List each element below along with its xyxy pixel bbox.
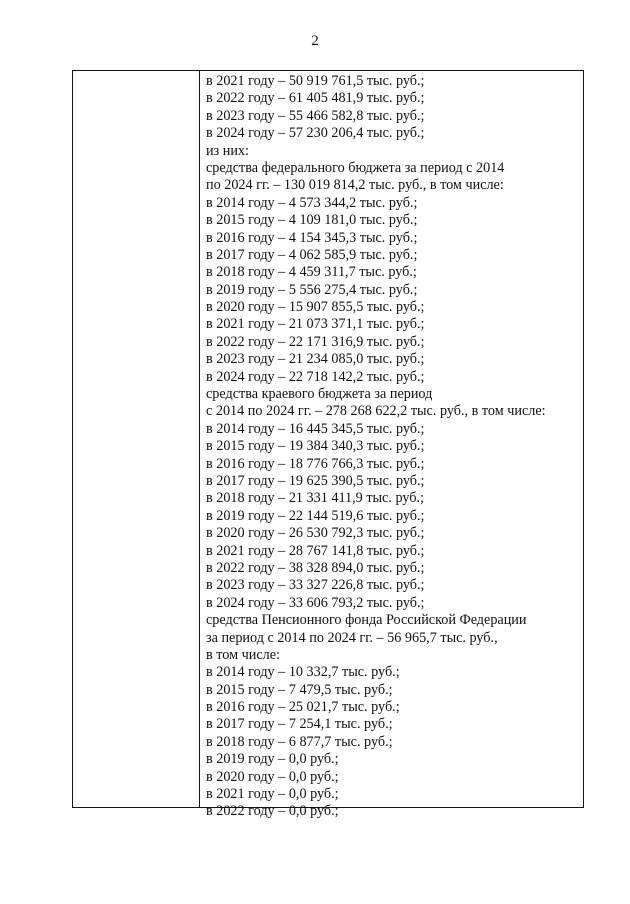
text-line: в 2018 году – 4 459 311,7 тыс. руб.; [206, 264, 417, 281]
text-line: в 2020 году – 26 530 792,3 тыс. руб.; [206, 525, 425, 542]
text-line: в 2024 году – 22 718 142,2 тыс. руб.; [206, 368, 425, 385]
text-line: по 2024 гг. – 130 019 814,2 тыс. руб., в том числе: [206, 177, 504, 194]
text-line: в 2023 году – 55 466 582,8 тыс. руб.; [206, 107, 425, 124]
text-line: в 2018 году – 6 877,7 тыс. руб.; [206, 733, 393, 750]
text-line: в 2020 году – 0,0 руб.; [206, 768, 339, 785]
text-line: средства краевого бюджета за период [206, 386, 433, 403]
text-line: в 2021 году – 21 073 371,1 тыс. руб.; [206, 316, 425, 333]
text-line: в 2017 году – 7 254,1 тыс. руб.; [206, 716, 393, 733]
text-line: в 2022 году – 38 328 894,0 тыс. руб.; [206, 559, 425, 576]
text-line: в 2021 году – 0,0 руб.; [206, 786, 339, 803]
text-line: в 2019 году – 0,0 руб.; [206, 751, 339, 768]
text-line: в 2022 году – 22 171 316,9 тыс. руб.; [206, 333, 425, 350]
text-line: средства Пенсионного фонда Российской Федерации [206, 612, 527, 629]
text-line: в 2023 году – 33 327 226,8 тыс. руб.; [206, 577, 425, 594]
text-line: в 2016 году – 25 021,7 тыс. руб.; [206, 699, 400, 716]
text-line: из них: [206, 142, 249, 159]
text-line: в 2022 году – 61 405 481,9 тыс. руб.; [206, 90, 425, 107]
text-line: в 2021 году – 28 767 141,8 тыс. руб.; [206, 542, 425, 559]
text-line: в 2016 году – 18 776 766,3 тыс. руб.; [206, 455, 425, 472]
text-line: в 2015 году – 4 109 181,0 тыс. руб.; [206, 212, 418, 229]
text-line: в 2019 году – 5 556 275,4 тыс. руб.; [206, 281, 418, 298]
text-line: в 2017 году – 4 062 585,9 тыс. руб.; [206, 246, 418, 263]
text-line: в 2014 году – 10 332,7 тыс. руб.; [206, 664, 400, 681]
text-line: в 2023 году – 21 234 085,0 тыс. руб.; [206, 351, 425, 368]
text-line: в 2016 году – 4 154 345,3 тыс. руб.; [206, 229, 418, 246]
table-left-column [73, 71, 200, 807]
text-line: в 2014 году – 4 573 344,2 тыс. руб.; [206, 194, 418, 211]
funding-table [72, 70, 584, 820]
text-line: в 2024 году – 57 230 206,4 тыс. руб.; [206, 125, 425, 142]
text-line: в 2015 году – 7 479,5 тыс. руб.; [206, 681, 393, 698]
text-line: в 2024 году – 33 606 793,2 тыс. руб.; [206, 594, 425, 611]
text-line: в 2014 году – 16 445 345,5 тыс. руб.; [206, 420, 425, 437]
table-right-column [206, 73, 579, 821]
page-number: 2 [311, 33, 319, 49]
text-line: в 2018 году – 21 331 411,9 тыс. руб.; [206, 490, 424, 507]
text-line: с 2014 по 2024 гг. – 278 268 622,2 тыс. руб., в том числе: [206, 403, 546, 420]
text-line: в 2019 году – 22 144 519,6 тыс. руб.; [206, 507, 425, 524]
text-line: в 2021 году – 50 919 761,5 тыс. руб.; [206, 73, 425, 89]
text-line: за период с 2014 по 2024 гг. – 56 965,7 тыс. руб., [206, 629, 498, 646]
text-line: средства федерального бюджета за период с 2014 [206, 159, 505, 176]
text-line: в 2015 году – 19 384 340,3 тыс. руб.; [206, 438, 425, 455]
text-line: в 2022 году – 0,0 руб.; [206, 803, 339, 820]
text-line: в 2020 году – 15 907 855,5 тыс. руб.; [206, 299, 425, 316]
text-line: в 2017 году – 19 625 390,5 тыс. руб.; [206, 472, 425, 489]
text-line: в том числе: [206, 646, 280, 663]
